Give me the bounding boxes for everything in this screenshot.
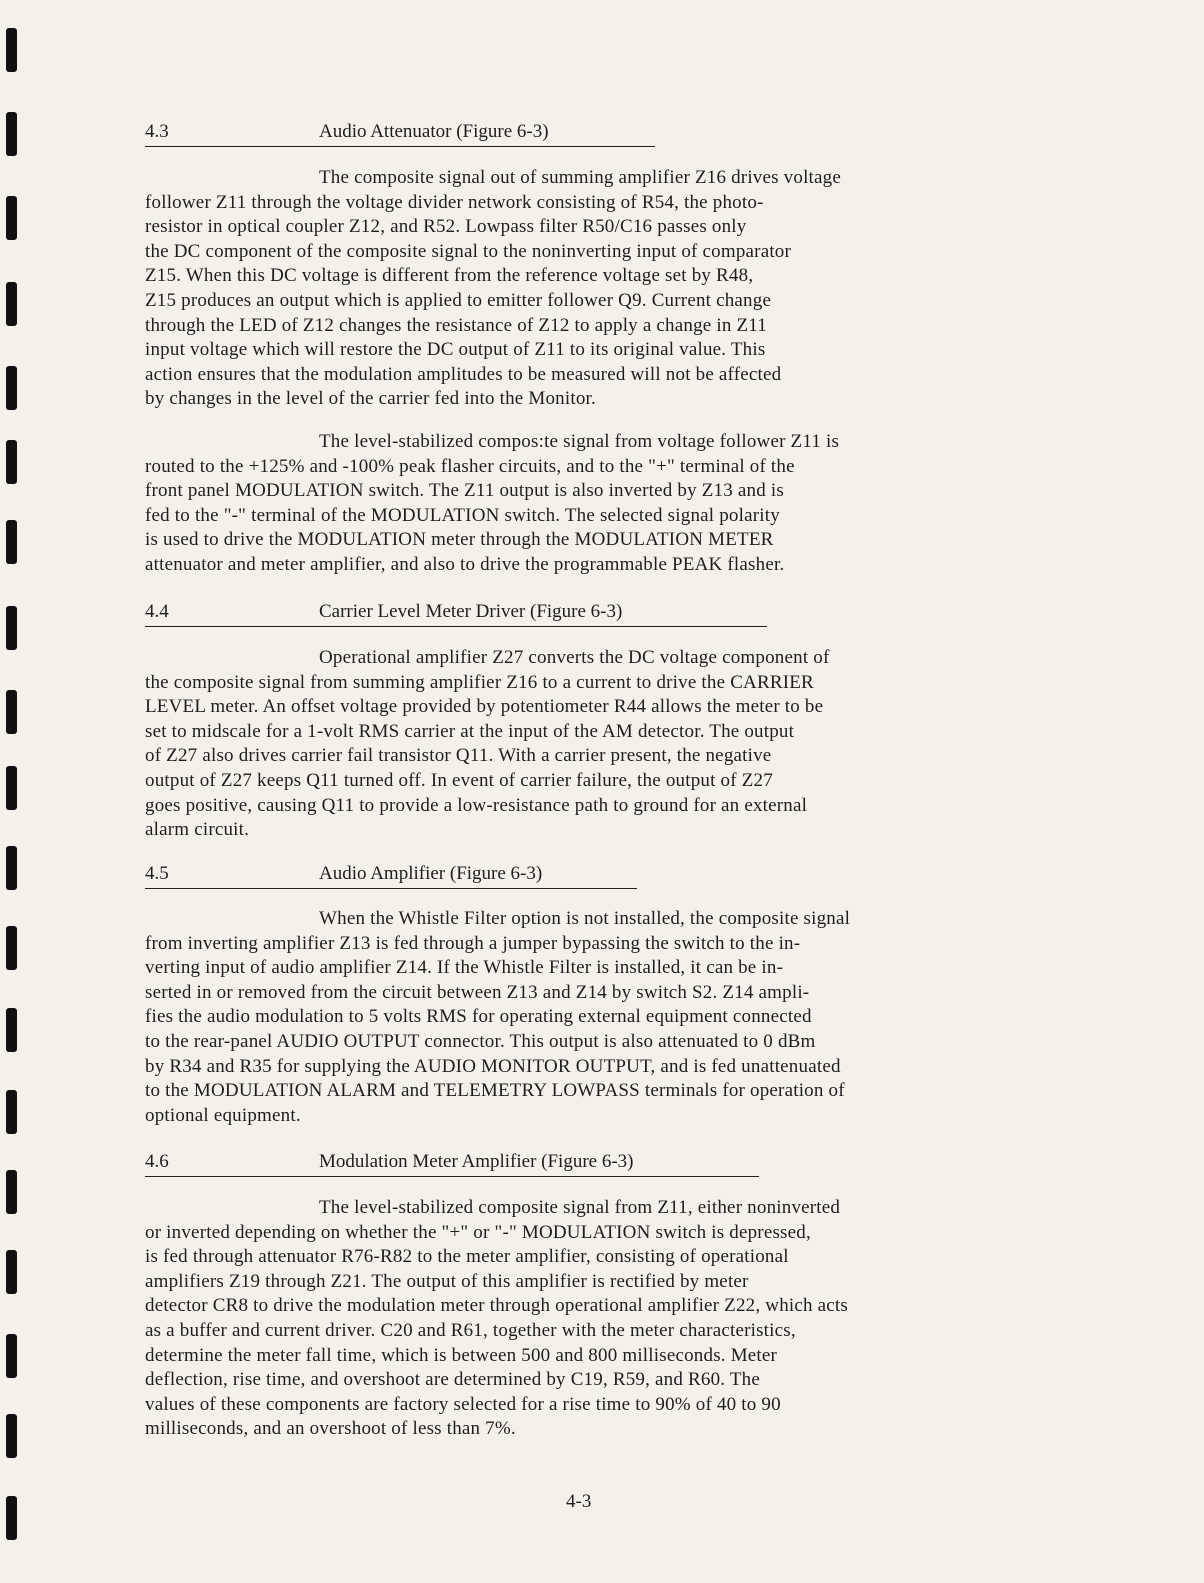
binding-hole [6,690,17,734]
section-heading [145,120,655,147]
binding-holes [4,0,22,1583]
section-heading [145,600,767,627]
section-title: Audio Attenuator (Figure 6-3) [319,121,549,142]
binding-hole [6,520,17,564]
binding-hole [6,112,17,156]
section-number: 4.3 [145,121,169,142]
binding-hole [6,606,17,650]
section-number: 4.6 [145,1151,169,1172]
binding-hole [6,1496,17,1540]
section-number: 4.4 [145,601,169,622]
binding-hole [6,766,17,810]
section-heading [145,862,637,889]
section-title: Carrier Level Meter Driver (Figure 6-3) [319,601,623,622]
section-title: Audio Amplifier (Figure 6-3) [319,863,543,884]
binding-hole [6,1090,17,1134]
binding-hole [6,440,17,484]
binding-hole [6,1414,17,1458]
paragraph: The level-stabilized composite signal from Z11, either noninverted or inverted depending on whether the "+" or "-" MODULATION switch is depressed, is fed through attenuator R76-R82 to the meter amplifier, consisting of operational amplifiers Z19 through Z21. The output of this amplifier is rectified by meter detector CR8 to drive the modulation meter through operational amplifier Z22, which acts as a buffer and current driver. C20 and R61, together with the meter characteristics, determine the meter fall time, which is between 500 and 800 milliseconds. Meter deflection, rise time, and overshoot are determined by C19, R59, and R60. The values of these components are factory selected for a rise time to 90% of 40 to 90 milliseconds, and an overshoot of less than 7%. [145,1197,848,1440]
paragraph: The level-stabilized compos:te signal from voltage follower Z11 is routed to the +125% and -100% peak flasher circuits, and to the "+" terminal of the front panel MODULATION switch. The Z11 output is also inverted by Z13 and is fed to the "-" terminal of the MODULATION switch. The selected signal polarity is used to drive the MODULATION meter through the MODULATION METER attenuator and meter amplifier, and also to drive the programmable PEAK flasher. [145,431,840,575]
page-number: 4-3 [566,1491,592,1512]
binding-hole [6,1250,17,1294]
binding-hole [6,1170,17,1214]
binding-hole [6,1334,17,1378]
section-number: 4.5 [145,863,169,884]
binding-hole [6,846,17,890]
binding-hole [6,926,17,970]
section-heading [145,1150,759,1177]
paragraph: The composite signal out of summing amplifier Z16 drives voltage follower Z11 through the voltage divider network consisting of R54, the photo- resistor in optical coupler Z12, and R52. Lowpass filter R50/C16 passes only the DC component of the composite signal to the noninverting input of comparator Z15. When this DC voltage is different from the reference voltage set by R48, Z15 produces an output which is applied to emitter follower Q9. Current change through the LED of Z12 changes the resistance of Z12 to apply a change in Z11 input voltage which will restore the DC output of Z11 to its original value. This action ensures that the modulation amplitudes to be measured will not be affected by changes in the level of the carrier fed into the Monitor. [145,167,842,410]
binding-hole [6,366,17,410]
binding-hole [6,196,17,240]
binding-hole [6,1008,17,1052]
section-title: Modulation Meter Amplifier (Figure 6-3) [319,1151,634,1172]
paragraph: When the Whistle Filter option is not installed, the composite signal from inverting amplifier Z13 is fed through a jumper bypassing the switch to the in- verting input of audio amplifier Z14. If the Whistle Filter is installed, it can be in- serted in or removed from the circuit between Z13 and Z14 by switch S2. Z14 ampli- fies the audio modulation to 5 volts RMS for operating external equipment connected to the rear-panel AUDIO OUTPUT connector. This output is also attenuated to 0 dBm by R34 and R35 for supplying the AUDIO MONITOR OUTPUT, and is fed unattenuated to the MODULATION ALARM and TELEMETRY LOWPASS terminals for operation of optional equipment. [145,908,851,1126]
binding-hole [6,28,17,72]
paragraph: Operational amplifier Z27 converts the DC voltage component of the composite signal from summing amplifier Z16 to a current to drive the CARRIER LEVEL meter. An offset voltage provided by potentiometer R44 allows the meter to be set to midscale for a 1-volt RMS carrier at the input of the AM detector. The output of Z27 also drives carrier fail transistor Q11. With a carrier present, the negative output of Z27 keeps Q11 turned off. In event of carrier failure, the output of Z27 goes positive, causing Q11 to provide a low-resistance path to ground for an external alarm circuit. [145,647,830,841]
binding-hole [6,282,17,326]
